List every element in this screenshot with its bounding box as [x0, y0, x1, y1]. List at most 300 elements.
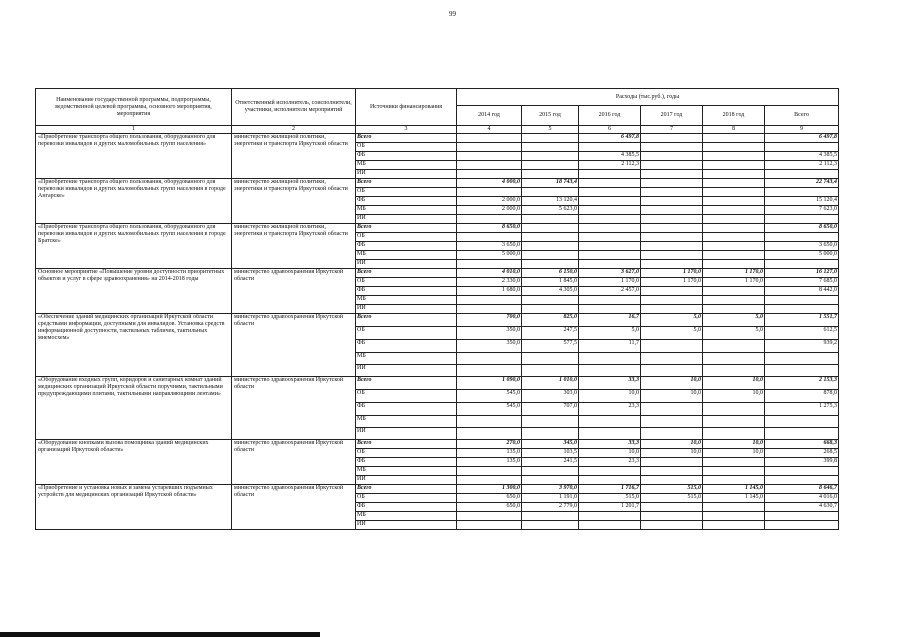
measure-executor: министерство здравоохранения Иркутской области	[232, 485, 356, 530]
year-value	[641, 242, 703, 251]
year-value	[703, 476, 765, 485]
year-value: 247,5	[522, 327, 579, 340]
funding-source: ИИ	[356, 215, 457, 224]
year-value	[641, 206, 703, 215]
year-value	[522, 188, 579, 197]
total-value: 15 120,4	[765, 197, 839, 206]
year-value	[703, 521, 765, 530]
year-value	[579, 305, 641, 314]
funding-source: ФБ	[356, 403, 457, 416]
year-value	[641, 296, 703, 305]
year-value	[522, 416, 579, 428]
total-value	[765, 512, 839, 521]
year-value: 6 150,0	[522, 269, 579, 278]
header-year: 2017 год	[641, 106, 703, 126]
year-value: 1 201,7	[579, 503, 641, 512]
total-value	[765, 353, 839, 365]
year-value: 5,0	[641, 327, 703, 340]
year-value	[703, 206, 765, 215]
scan-edge-bar	[0, 632, 320, 637]
year-value: 5,0	[641, 314, 703, 327]
year-value	[522, 251, 579, 260]
year-value: 1 191,0	[522, 494, 579, 503]
column-number: 6	[579, 126, 641, 134]
year-value	[457, 233, 522, 242]
year-value	[641, 512, 703, 521]
total-value: 399,8	[765, 458, 839, 467]
year-value	[579, 224, 641, 233]
year-value	[703, 287, 765, 296]
funding-source: Всего	[356, 179, 457, 188]
year-value: 10,0	[579, 390, 641, 403]
year-value	[522, 428, 579, 440]
year-value: 4 305,0	[522, 287, 579, 296]
year-value	[522, 215, 579, 224]
funding-source: ОБ	[356, 494, 457, 503]
funding-source: Всего	[356, 224, 457, 233]
total-value: 1 551,7	[765, 314, 839, 327]
total-value: 668,3	[765, 440, 839, 449]
year-value	[703, 260, 765, 269]
year-value	[457, 161, 522, 170]
year-value	[457, 521, 522, 530]
column-number: 9	[765, 126, 839, 134]
total-value: 5 000,0	[765, 251, 839, 260]
year-value: 10,0	[579, 449, 641, 458]
year-value	[641, 224, 703, 233]
year-value	[703, 233, 765, 242]
year-value: 10,0	[641, 390, 703, 403]
year-value	[522, 233, 579, 242]
year-value	[457, 260, 522, 269]
year-value: 5,0	[703, 327, 765, 340]
total-value	[765, 428, 839, 440]
column-number: 4	[457, 126, 522, 134]
year-value	[579, 365, 641, 377]
year-value: 10,0	[703, 390, 765, 403]
year-value	[522, 242, 579, 251]
year-value	[579, 416, 641, 428]
year-value: 1 170,0	[703, 278, 765, 287]
funding-source: ОБ	[356, 327, 457, 340]
year-value: 23,3	[579, 403, 641, 416]
funding-source: ИИ	[356, 260, 457, 269]
measure-executor: министерство жилищной политики, энергетики и транспорта Иркутской области	[232, 224, 356, 269]
year-value: 2 000,0	[457, 206, 522, 215]
year-value	[457, 512, 522, 521]
year-value	[703, 152, 765, 161]
year-value	[579, 170, 641, 179]
year-value: 825,0	[522, 314, 579, 327]
year-value	[703, 458, 765, 467]
year-value: 10,0	[641, 377, 703, 390]
year-value: 2 330,0	[457, 278, 522, 287]
year-value	[641, 458, 703, 467]
year-value: 1 090,0	[457, 377, 522, 390]
year-value	[641, 188, 703, 197]
year-value: 270,0	[457, 440, 522, 449]
year-value	[457, 467, 522, 476]
year-value: 1 300,0	[457, 485, 522, 494]
year-value: 545,0	[457, 390, 522, 403]
year-value	[703, 403, 765, 416]
year-value	[703, 188, 765, 197]
year-value	[457, 428, 522, 440]
year-value	[641, 476, 703, 485]
year-value	[579, 512, 641, 521]
funding-source: ФБ	[356, 152, 457, 161]
year-value	[522, 170, 579, 179]
year-value: 18 743,4	[522, 179, 579, 188]
year-value	[522, 365, 579, 377]
funding-source: ФБ	[356, 503, 457, 512]
year-value	[641, 287, 703, 296]
year-value	[579, 428, 641, 440]
column-number: 1	[36, 126, 232, 134]
year-value	[579, 521, 641, 530]
funding-source: ФБ	[356, 242, 457, 251]
year-value: 11,7	[579, 340, 641, 353]
year-value	[703, 416, 765, 428]
measure-name: «Приобретение транспорта общего пользования, оборудованного для перевозки инвалидов и других маломобильных групп населения в городе Ангарске»	[36, 179, 232, 224]
year-value: 6 497,8	[579, 134, 641, 143]
year-value: 1 145,0	[703, 485, 765, 494]
year-value: 1 170,0	[641, 278, 703, 287]
year-value	[522, 260, 579, 269]
year-value: 16,7	[579, 314, 641, 327]
year-value: 10,0	[703, 440, 765, 449]
year-value	[703, 467, 765, 476]
year-value	[579, 143, 641, 152]
year-value	[579, 353, 641, 365]
year-value	[579, 251, 641, 260]
measure-executor: министерство жилищной политики, энергетики и транспорта Иркутской области	[232, 179, 356, 224]
column-number: 3	[356, 126, 457, 134]
year-value	[522, 512, 579, 521]
measure-name: «Обеспечение зданий медицинских организаций Иркутской области средствами информации, доступными для инвалидов. Установка средств информационной доступности, тактильных табличек, тактильных мнемосхем»	[36, 314, 232, 377]
total-value: 8 442,0	[765, 287, 839, 296]
year-value	[457, 170, 522, 179]
year-value	[457, 365, 522, 377]
year-value	[522, 143, 579, 152]
funding-source: ИИ	[356, 170, 457, 179]
year-value	[641, 215, 703, 224]
year-value: 545,0	[457, 403, 522, 416]
year-value: 1 145,0	[703, 494, 765, 503]
year-value	[457, 353, 522, 365]
year-value: 1 716,7	[579, 485, 641, 494]
total-value: 1 275,3	[765, 403, 839, 416]
funding-source: МБ	[356, 467, 457, 476]
year-value: 241,5	[522, 458, 579, 467]
year-value: 33,3	[579, 440, 641, 449]
funding-source: МБ	[356, 206, 457, 215]
funding-source: Всего	[356, 134, 457, 143]
column-number: 7	[641, 126, 703, 134]
total-value: 8 650,0	[765, 224, 839, 233]
year-value	[457, 134, 522, 143]
year-value: 1 170,0	[703, 269, 765, 278]
year-value	[641, 305, 703, 314]
funding-source: ИИ	[356, 305, 457, 314]
total-value: 939,2	[765, 340, 839, 353]
funding-source: Всего	[356, 269, 457, 278]
total-value: 8 646,7	[765, 485, 839, 494]
year-value	[641, 416, 703, 428]
year-value	[703, 305, 765, 314]
year-value: 10,0	[703, 377, 765, 390]
year-value	[641, 365, 703, 377]
header-expenses: Расходы (тыс.руб.), годы	[457, 89, 839, 106]
year-value	[522, 224, 579, 233]
total-value	[765, 521, 839, 530]
funding-source: ИИ	[356, 428, 457, 440]
year-value: 650,0	[457, 494, 522, 503]
table-row	[36, 134, 839, 143]
year-value	[641, 251, 703, 260]
year-value: 577,5	[522, 340, 579, 353]
year-value: 4 385,5	[579, 152, 641, 161]
year-value: 8 650,0	[457, 224, 522, 233]
total-value: 7 623,0	[765, 206, 839, 215]
total-value	[765, 365, 839, 377]
measure-name: «Приобретение и установка новых и замена устаревших подъемных устройств для медицинских организаций Иркутской области»	[36, 485, 232, 530]
table-row	[36, 269, 839, 278]
year-value: 707,0	[522, 403, 579, 416]
year-value: 2 000,0	[457, 197, 522, 206]
page-number: 99	[449, 10, 456, 18]
year-value: 700,0	[457, 314, 522, 327]
year-value	[641, 233, 703, 242]
year-value: 303,0	[522, 390, 579, 403]
funding-source: ОБ	[356, 449, 457, 458]
year-value	[641, 161, 703, 170]
year-value	[703, 134, 765, 143]
total-value: 4 016,0	[765, 494, 839, 503]
year-value	[703, 503, 765, 512]
header-year: Всего	[765, 106, 839, 126]
funding-source: ОБ	[356, 233, 457, 242]
table-row	[36, 440, 839, 449]
funding-source: ФБ	[356, 197, 457, 206]
year-value	[457, 305, 522, 314]
year-value	[579, 476, 641, 485]
year-value: 10,0	[703, 449, 765, 458]
header-year: 2018 год	[703, 106, 765, 126]
year-value	[641, 179, 703, 188]
year-value	[579, 197, 641, 206]
year-value: 2 457,0	[579, 287, 641, 296]
year-value: 5,0	[703, 314, 765, 327]
year-value	[703, 143, 765, 152]
measure-executor: министерство здравоохранения Иркутской области	[232, 440, 356, 485]
header-year: 2016 год	[579, 106, 641, 126]
year-value	[522, 152, 579, 161]
year-value: 4 010,0	[457, 269, 522, 278]
year-value	[703, 179, 765, 188]
year-value	[579, 233, 641, 242]
measure-name: Основное мероприятие «Повышение уровня доступности приоритетных объектов и услуг в сфере здравоохранения» на 2014-2018 годы	[36, 269, 232, 314]
total-value: 268,5	[765, 449, 839, 458]
year-value	[522, 476, 579, 485]
header-name: Наименование государственной программы, подпрограммы, ведомственной целевой программы, основного мероприятия, мероприятия	[36, 89, 232, 126]
year-value	[703, 242, 765, 251]
funding-source: Всего	[356, 440, 457, 449]
year-value	[641, 170, 703, 179]
year-value: 350,0	[457, 340, 522, 353]
year-value: 1 010,0	[522, 377, 579, 390]
total-value	[765, 143, 839, 152]
year-value: 650,0	[457, 503, 522, 512]
total-value	[765, 215, 839, 224]
total-value: 4 385,5	[765, 152, 839, 161]
total-value: 16 127,0	[765, 269, 839, 278]
year-value: 103,5	[522, 449, 579, 458]
year-value	[703, 251, 765, 260]
total-value: 2 153,3	[765, 377, 839, 390]
year-value	[522, 296, 579, 305]
measure-name: «Приобретение транспорта общего пользования, оборудованного для перевозки инвалидов и других маломобильных групп населения в городе Братске»	[36, 224, 232, 269]
year-value: 23,3	[579, 458, 641, 467]
column-number: 8	[703, 126, 765, 134]
year-value	[579, 296, 641, 305]
year-value: 4 000,0	[457, 179, 522, 188]
funding-source: Всего	[356, 314, 457, 327]
year-value: 13 120,4	[522, 197, 579, 206]
table-row	[36, 485, 839, 494]
year-value	[703, 197, 765, 206]
year-value	[522, 467, 579, 476]
year-value: 5 623,0	[522, 206, 579, 215]
funding-source: ИИ	[356, 476, 457, 485]
year-value	[641, 260, 703, 269]
funding-source: ФБ	[356, 340, 457, 353]
column-number: 5	[522, 126, 579, 134]
total-value	[765, 170, 839, 179]
total-value: 3 650,0	[765, 242, 839, 251]
funding-source: МБ	[356, 161, 457, 170]
measure-executor: министерство здравоохранения Иркутской области	[232, 314, 356, 377]
year-value	[703, 170, 765, 179]
year-value	[641, 340, 703, 353]
total-value: 878,0	[765, 390, 839, 403]
year-value: 10,0	[641, 440, 703, 449]
table-row	[36, 314, 839, 327]
funding-source: МБ	[356, 416, 457, 428]
total-value: 612,5	[765, 327, 839, 340]
funding-source: ФБ	[356, 287, 457, 296]
year-value: 1 680,0	[457, 287, 522, 296]
year-value: 135,0	[457, 458, 522, 467]
table-body	[36, 134, 839, 530]
table-row	[36, 377, 839, 390]
year-value: 135,0	[457, 449, 522, 458]
year-value	[457, 476, 522, 485]
year-value: 5 000,0	[457, 251, 522, 260]
year-value	[641, 467, 703, 476]
funding-source: МБ	[356, 512, 457, 521]
year-value	[641, 521, 703, 530]
total-value: 7 685,0	[765, 278, 839, 287]
year-value: 1 170,0	[641, 269, 703, 278]
year-value	[457, 152, 522, 161]
year-value	[579, 467, 641, 476]
year-value: 33,3	[579, 377, 641, 390]
measure-name: «Приобретение транспорта общего пользования, оборудованного для перевозки инвалидов и других маломобильных групп населения»	[36, 134, 232, 179]
total-value	[765, 305, 839, 314]
total-value: 22 743,4	[765, 179, 839, 188]
funding-source: МБ	[356, 251, 457, 260]
year-value: 1 170,0	[579, 278, 641, 287]
total-value	[765, 467, 839, 476]
year-value	[579, 179, 641, 188]
measure-name: «Оборудование входных групп, коридоров и санитарных комнат зданий медицинских организаций Иркутской области поручнями, тактильными предупреждающими плитами, тактильными направляющими лентами»	[36, 377, 232, 440]
funding-source: МБ	[356, 296, 457, 305]
year-value	[703, 353, 765, 365]
funding-source: ОБ	[356, 278, 457, 287]
year-value	[703, 340, 765, 353]
financing-table	[35, 88, 839, 530]
year-value	[457, 143, 522, 152]
year-value	[522, 305, 579, 314]
year-value	[703, 224, 765, 233]
year-value	[641, 353, 703, 365]
year-value: 2 112,3	[579, 161, 641, 170]
year-value: 2 779,0	[522, 503, 579, 512]
measure-executor: министерство здравоохранения Иркутской области	[232, 269, 356, 314]
funding-source: ИИ	[356, 365, 457, 377]
year-value	[641, 428, 703, 440]
year-value	[522, 161, 579, 170]
year-value	[579, 242, 641, 251]
year-value	[641, 134, 703, 143]
year-value: 515,0	[579, 494, 641, 503]
year-value	[641, 403, 703, 416]
year-value	[703, 161, 765, 170]
funding-source: ФБ	[356, 458, 457, 467]
year-value	[579, 206, 641, 215]
total-value: 2 112,3	[765, 161, 839, 170]
year-value: 3 970,0	[522, 485, 579, 494]
measure-executor: министерство здравоохранения Иркутской области	[232, 377, 356, 440]
year-value	[641, 503, 703, 512]
year-value	[641, 152, 703, 161]
column-number: 2	[232, 126, 356, 134]
year-value	[457, 215, 522, 224]
year-value	[641, 197, 703, 206]
funding-source: МБ	[356, 353, 457, 365]
measure-executor: министерство жилищной политики, энергетики и транспорта Иркутской области	[232, 134, 356, 179]
total-value	[765, 296, 839, 305]
table-row	[36, 224, 839, 233]
table-row	[36, 179, 839, 188]
year-value: 5,0	[579, 327, 641, 340]
year-value	[522, 134, 579, 143]
year-value	[522, 353, 579, 365]
year-value: 10,0	[641, 449, 703, 458]
year-value	[641, 143, 703, 152]
total-value	[765, 233, 839, 242]
funding-source: ОБ	[356, 188, 457, 197]
header-year: 2014 год	[457, 106, 522, 126]
header-executor: Ответственный исполнитель, соисполнители, участники, исполнители мероприятий	[232, 89, 356, 126]
year-value: 515,0	[641, 494, 703, 503]
year-value	[579, 260, 641, 269]
year-value	[579, 188, 641, 197]
funding-source: ОБ	[356, 390, 457, 403]
total-value: 6 497,8	[765, 134, 839, 143]
year-value: 1 845,0	[522, 278, 579, 287]
